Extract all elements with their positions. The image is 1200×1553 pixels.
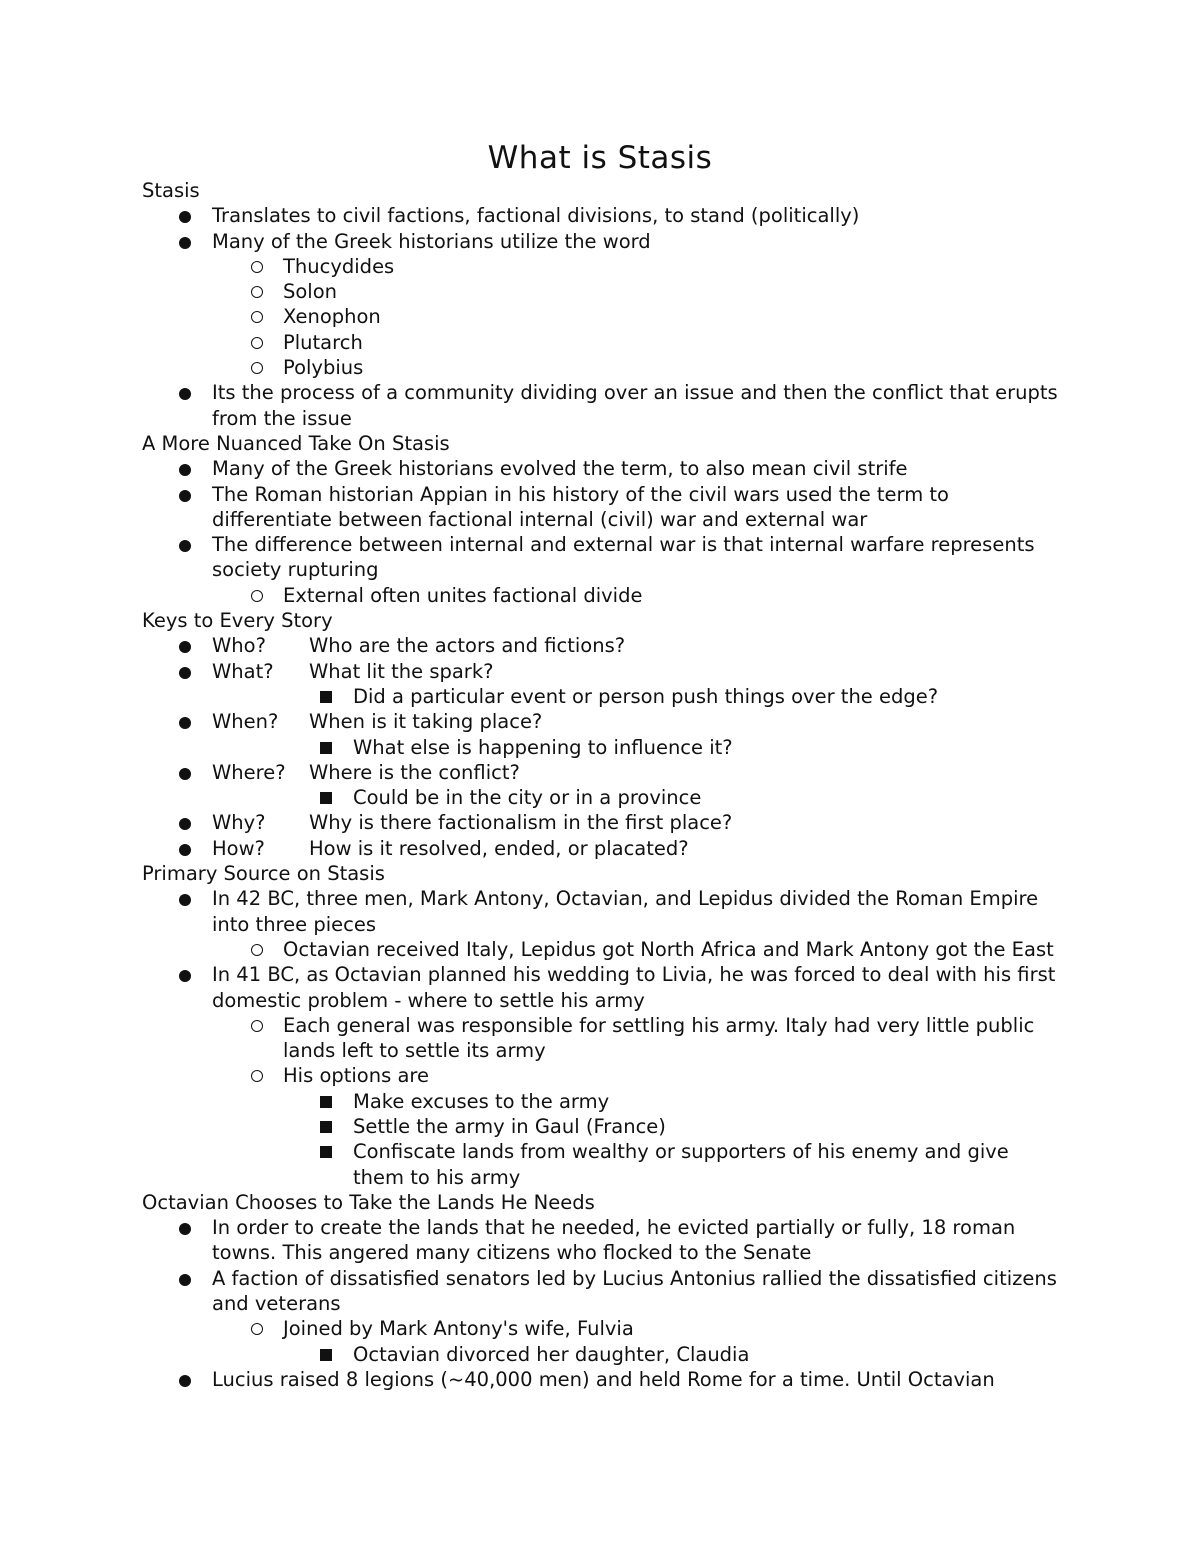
list-item-text: Xenophon: [283, 305, 381, 329]
list-item-text: Many of the Greek historians evolved the term, to also mean civil strife: [212, 457, 908, 481]
question-text: Who are the actors and fictions?: [309, 634, 626, 658]
section-heading: A More Nuanced Take On Stasis: [142, 431, 450, 455]
list-item-text: Confiscate lands from wealthy or supporters of his enemy and give them to his army: [353, 1140, 1009, 1189]
list-item-text: The Roman historian Appian in his history of the civil wars used the term to differentiate between factional internal (civil) war and external war: [212, 482, 949, 531]
list-item-text: Octavian received Italy, Lepidus got North Africa and Mark Antony got the East: [283, 937, 1054, 961]
list-item-text: His options are: [283, 1064, 429, 1088]
question-label: Who?: [212, 634, 266, 658]
list-item-level-1: [142, 456, 1062, 481]
list-item-level-3: [142, 1139, 1062, 1190]
list-item-text: Joined by Mark Antony's wife, Fulvia: [283, 1317, 634, 1341]
question-label: How?: [212, 836, 265, 860]
document-body: [142, 178, 1062, 1392]
list-item-text: Thucydides: [283, 254, 395, 278]
section-list: [142, 203, 1062, 431]
list-item-level-1: [142, 760, 1062, 785]
list-item-text: In 41 BC, as Octavian planned his wedding to Livia, he was forced to deal with his first domestic problem - where to settle his army: [212, 963, 1056, 1012]
list-item-text: Solon: [283, 280, 338, 304]
list-item-level-1: [142, 836, 1062, 861]
list-item-level-2: [142, 355, 1062, 380]
section-list: [142, 633, 1062, 861]
list-item-level-3: [142, 735, 1062, 760]
list-item-level-1: [142, 532, 1062, 583]
list-item-level-2: [142, 279, 1062, 304]
list-item-text: A faction of dissatisfied senators led by Lucius Antonius rallied the dissatisfied citizens and veterans: [212, 1266, 1057, 1316]
list-item-level-2: [142, 1316, 1062, 1341]
list-item-text: Plutarch: [283, 330, 363, 354]
list-item-text: Make excuses to the army: [353, 1089, 610, 1113]
list-item-text: Its the process of a community dividing over an issue and then the conflict that erupts from the issue: [212, 381, 1058, 430]
list-item-level-1: [142, 886, 1062, 937]
question-text: When is it taking place?: [309, 710, 543, 734]
question-text: Where is the conflict?: [309, 760, 520, 784]
list-item-text: The difference between internal and external war is that internal warfare represents society rupturing: [212, 533, 1035, 582]
list-item-text: In order to create the lands that he needed, he evicted partially or fully, 18 roman towns. This angered many citizens who flocked to the Senate: [212, 1216, 1016, 1265]
list-item-level-2: [142, 304, 1062, 329]
list-item-level-1: [142, 380, 1062, 431]
list-item-text: In 42 BC, three men, Mark Antony, Octavian, and Lepidus divided the Roman Empire into three pieces: [212, 887, 1039, 936]
list-item-level-2: [142, 583, 1062, 608]
list-item-text: Each general was responsible for settling his army. Italy had very little public lands left to settle its army: [283, 1013, 1035, 1063]
list-item-text: Lucius raised 8 legions (~40,000 men) and held Rome for a time. Until Octavian: [212, 1367, 995, 1391]
list-item-text: Did a particular event or person push things over the edge?: [353, 684, 939, 708]
list-item-text: Many of the Greek historians utilize the word: [212, 229, 651, 253]
list-item-level-2: [142, 1013, 1062, 1064]
section-heading: Stasis: [142, 179, 200, 202]
list-item-text: External often unites factional divide: [283, 583, 643, 607]
list-item-level-1: [142, 810, 1062, 835]
list-item-level-1: [142, 482, 1062, 533]
list-item-level-3: [142, 1114, 1062, 1139]
section-list: [142, 1215, 1062, 1392]
question-label: What?: [212, 659, 274, 683]
list-item-text: What else is happening to influence it?: [353, 735, 733, 759]
section-list: [142, 456, 1062, 608]
list-item-level-3: [142, 1089, 1062, 1114]
list-item-level-2: [142, 1063, 1062, 1088]
section-heading: Keys to Every Story: [142, 609, 333, 633]
list-item-level-1: [142, 229, 1062, 254]
question-text: Why is there factionalism in the first place?: [309, 811, 733, 835]
list-item-level-1: [142, 962, 1062, 1013]
list-item-level-2: [142, 937, 1062, 962]
section-list: [142, 886, 1062, 1190]
list-item-level-1: [142, 1266, 1062, 1317]
list-item-level-3: [142, 1342, 1062, 1367]
question-label: Why?: [212, 811, 266, 835]
list-item-level-2: [142, 330, 1062, 355]
list-item-text: Octavian divorced her daughter, Claudia: [353, 1342, 750, 1366]
list-item-level-1: [142, 633, 1062, 658]
section-heading: Primary Source on Stasis: [142, 862, 385, 886]
list-item-level-1: [142, 1215, 1062, 1266]
question-text: What lit the spark?: [309, 659, 494, 683]
list-item-level-1: [142, 659, 1062, 684]
list-item-text: Translates to civil factions, factional divisions, to stand (politically): [212, 204, 860, 228]
question-text: How is it resolved, ended, or placated?: [309, 836, 689, 860]
list-item-level-1: [142, 203, 1062, 228]
question-label: When?: [212, 710, 279, 734]
list-item-level-2: [142, 254, 1062, 279]
list-item-text: Could be in the city or in a province: [353, 786, 702, 810]
list-item-level-3: [142, 684, 1062, 709]
list-item-level-1: [142, 709, 1062, 734]
question-label: Where?: [212, 760, 286, 784]
list-item-level-3: [142, 785, 1062, 810]
section-heading: Octavian Chooses to Take the Lands He Needs: [142, 1190, 595, 1214]
page-title: What is Stasis: [487, 140, 713, 176]
list-item-level-1: [142, 1367, 1062, 1392]
list-item-text: Polybius: [283, 356, 364, 380]
list-item-text: Settle the army in Gaul (France): [353, 1114, 666, 1138]
